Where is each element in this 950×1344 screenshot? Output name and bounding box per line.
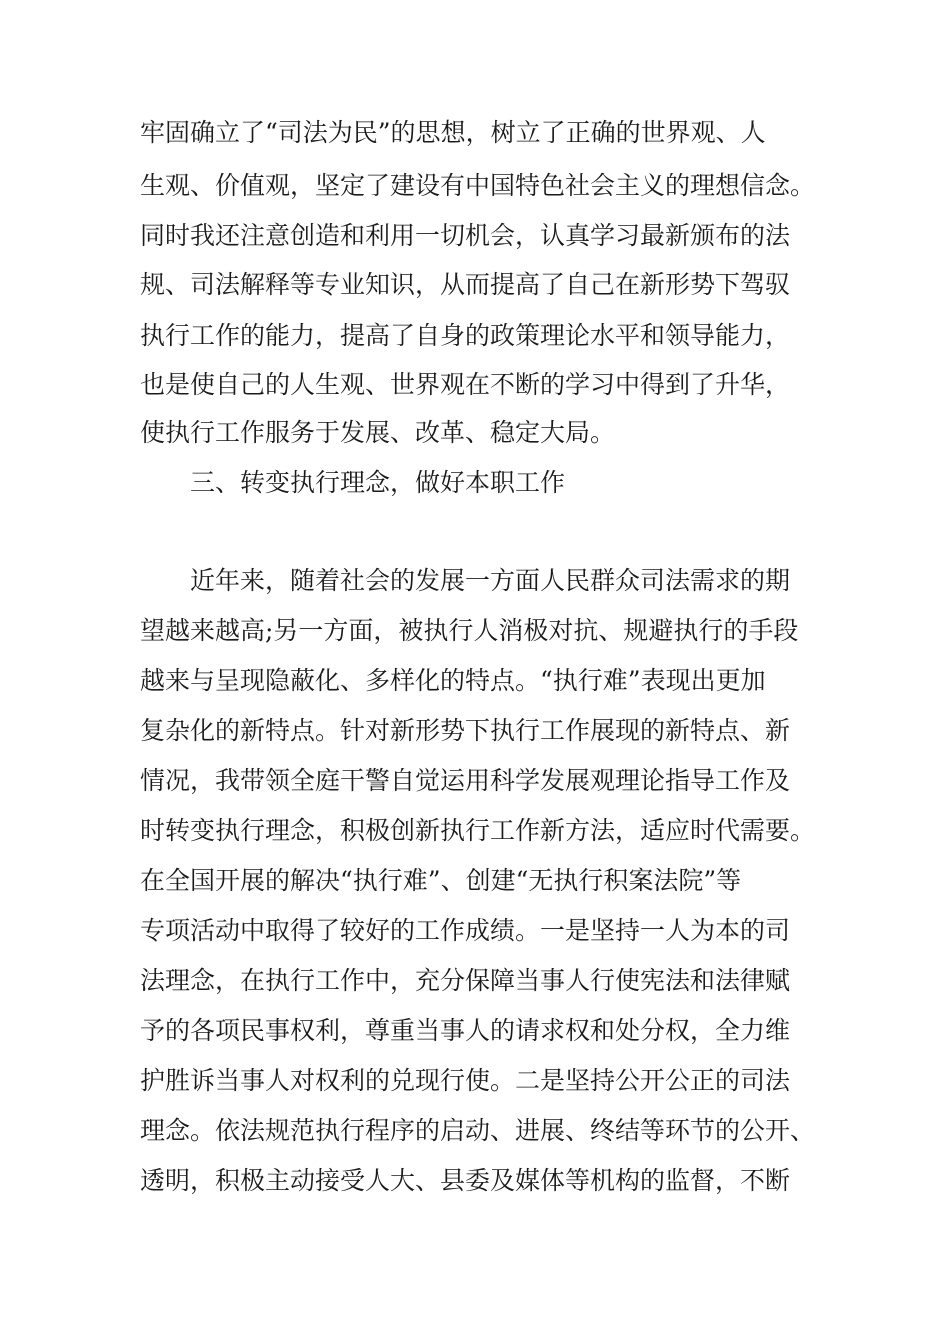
text-line: 透明，积极主动接受人大、县委及媒体等机构的监督，不断 [140,1166,791,1195]
text-line: 也是使自己的人生观、世界观在不断的学习中得到了升华， [140,370,791,399]
text-line: 法理念，在执行工作中，充分保障当事人行使宪法和法律赋 [140,966,791,995]
text-line: 执行工作的能力，提高了自身的政策理论水平和领导能力， [140,321,791,350]
text-line: 予的各项民事权利，尊重当事人的请求权和处分权，全力维 [140,1016,791,1045]
text-line: 望越来越高;另一方面，被执行人消极对抗、规避执行的手段 [140,616,799,645]
text-line: 牢固确立了“司法为民”的思想，树立了正确的世界观、人 [140,118,766,147]
text-line: 在全国开展的解决“执行难”、创建“无执行积案法院”等 [140,866,742,895]
text-line: 近年来，随着社会的发展一方面人民群众司法需求的期 [190,566,791,595]
text-line: 复杂化的新特点。针对新形势下执行工作展现的新特点、新 [140,716,791,745]
text-line: 护胜诉当事人对权利的兑现行使。二是坚持公开公正的司法 [140,1066,791,1095]
text-line: 规、司法解释等专业知识，从而提高了自己在新形势下驾驭 [140,270,791,299]
text-line: 情况，我带领全庭干警自觉运用科学发展观理论指导工作及 [140,766,791,795]
text-line: 时转变执行理念，积极创新执行工作新方法，适应时代需要。 [140,816,816,845]
section-heading: 三、转变执行理念，做好本职工作 [190,468,566,497]
text-line: 越来与呈现隐蔽化、多样化的特点。“执行难”表现出更加 [140,666,766,695]
text-line: 生观、价值观，坚定了建设有中国特色社会主义的理想信念。 [140,171,816,200]
text-line: 理念。依法规范执行程序的启动、进展、终结等环节的公开、 [140,1116,816,1145]
text-line: 专项活动中取得了较好的工作成绩。一是坚持一人为本的司 [140,916,791,945]
text-line: 同时我还注意创造和利用一切机会，认真学习最新颁布的法 [140,221,791,250]
text-line: 使执行工作服务于发展、改革、稳定大局。 [140,418,616,447]
